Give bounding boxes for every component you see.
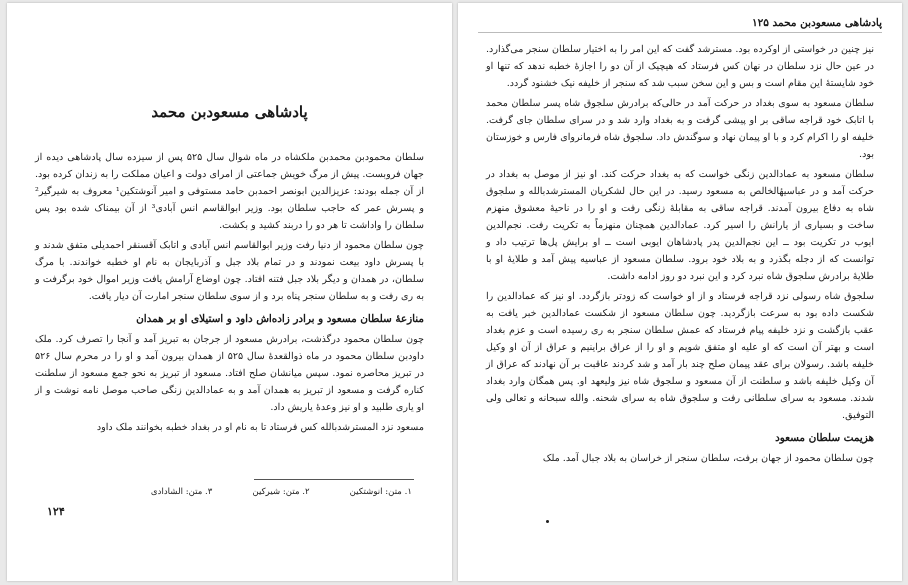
right-page — [458, 3, 902, 581]
page-mark — [546, 520, 549, 523]
paragraph: سلطان محمودبن محمدبن ملکشاه در ماه شوال سال ۵۲۵ پس از سیزده سال پادشاهی دیده از جهان فروبست. پیش از مرگ خویش جماعتی از امرای دولت و اعیان مملکت را به زندان کرده بود. از آن جمله بودند: عزیزالدین ابونصر احمدبن حامد مستوفی و امیر آنوشتکین¹ معروف به شیرگیر² و پسرش عمر که حاجب سلطان بود. وزیر ابوالقاسم انس آبادی³ از آن بیمناک شده بود پس سلطان را واداشت تا هر دو را دربند کشید و بکشت. — [35, 152, 425, 231]
paragraph: چون سلطان محمود از دنیا رفت وزیر ابوالقاسم انس آبادی و اتابک آقسنقر احمدیلی متفق شدند و با پسرش داود بیعت نمودند و در تمام بلاد جبل و آذربایجان به نام او خطبه خواندند. با مرگ سلطان، در همدان و دیگر بلاد جبل فتنه افتاد. چون اوضاع آرامش یافت وزیر اموال خود برگرفت و به ری رفت و به سلطان سنجر پناه برد و از سوی سلطان سنجر امارت آن دیار یافت. — [35, 240, 424, 302]
paragraph: سلطان مسعود به عمادالدین زنگی خواست که به بغداد حرکت کند. او نیز از موصل به بغداد در حرکت آمد و در عباسیهٔالخالص به مسعود رسید. در این حال لشکریان المسترشدبالله و سلجوق شاه به دفاع بیرون آمدند. قراجه ساقی به مقابلهٔ زنگی رفت و او را در ناحیهٔ معشوق منهزم ساخت و بسیاری از یارانش را اسیر کرد. عمادالدین همچنان منهزماً به تکریت رفت. نجم‌الدین ایوب در تکریت بود ــ این نجم‌الدین پدر پادشاهان ایوبی است ــ او برایش پل‌ها ترتیب داد و توانست که از دجله بگذرد و به بلاد خود برود. سلطان مسعود از عباسیه پیش آمد و طلایهٔ او با طلایهٔ برادرش سلجوق شاه نبرد کرد و این نبرد دو روز ادامه داشت. — [486, 169, 874, 282]
section-heading: هزیمت سلطان مسعود — [775, 432, 874, 444]
footnote-divider — [254, 479, 414, 480]
paragraph: مسعود نزد المسترشدبالله کس فرستاد تا به نام او در بغداد خطبه بخوانند ملک داود — [96, 422, 424, 433]
footnote: ۲. متن: شیرکین — [252, 487, 310, 497]
page-number: ۱۲۴ — [47, 505, 65, 518]
footnote: ۱. متن: انوشتکین — [349, 487, 412, 497]
paragraph: نیز چنین در خواستی از اوکرده بود. مسترشد گفت که این امر را به اختیار سلطان سنجر می‌گذارد. در عین حال نزد سلطان در نهان کس فرستاد که هیچیک از آن دو را اجازهٔ خطبه ندهد که تنها او خود شایستهٔ این مقام است و بس و این سخن سبب شد که سنجر از خلیفه نیک خشنود گردد. — [486, 44, 874, 89]
paragraph: چون سلطان محمود از جهان برفت، سلطان سنجر از خراسان به بلاد جبال آمد. ملک — [542, 453, 874, 464]
running-head — [478, 17, 882, 33]
section-heading: منازعهٔ سلطان مسعود و برادر زاده‌اش داود و استیلای او بر همدان — [136, 313, 424, 325]
left-page — [7, 3, 452, 581]
paragraph: سلجوق شاه رسولی نزد قراجه فرستاد و از او خواست که زودتر بازگردد. او نیز که عمادالدین را شکست داده بود به سرعت بازگردید. چون سلطان مسعود از شکست عمادالدین خبر یافت به عقب بازگشت و نزد خلیفه پیام فرستاد که عمش سلطان سنجر به ری رسیده است و عزم بغداد است و بهتر آن است که او علیه او متفق شویم و او را از عراق براینیم و عراق از آن او وکیل خلیفه باشد. رسولان برای عقد پیمان صلح چند بار آمد و شد کردند عاقبت بر آن نهادند که عراق از آن وکیل خلیفه باشد و سلطنت از آن مسعود و سلجوق شاه نیز ولیعهد او. پس همگان وارد بغداد شدند. مسعود به سرای سلطانی رفت و سلجوق شاه به سرای شحنه. والله سبحانه و تعالی ولی التوفیق. — [486, 291, 874, 421]
paragraph: سلطان مسعود به سوی بغداد در حرکت آمد در حالی‌که برادرش سلجوق شاه پسر سلطان محمد با اتابک خود قراجه ساقی بر او پیشی گرفت و به بغداد وارد شد و در سرای سلطان جای گرفت. خلیفه او را اکرام کرد و با او پیمان نهاد و سوگندش داد. سلجوق شاه فرمانروای فارس و خوزستان بود. — [486, 98, 874, 160]
left-body-text — [35, 149, 424, 439]
right-body-text — [486, 41, 874, 470]
chapter-title: پادشاهی مسعودبن محمد — [151, 103, 308, 121]
running-head-title: پادشاهی مسعودبن محمد — [772, 17, 882, 29]
footnote: ۳. متن: الشادادی — [150, 487, 213, 497]
page-number: ۱۲۵ — [751, 17, 769, 29]
footnotes — [57, 487, 412, 497]
paragraph: چون سلطان محمود درگذشت، برادرش مسعود از جرجان به تبریز آمد و آنجا را تصرف کرد. ملک داودبن سلطان محمود در ماه ذوالقعدهٔ سال ۵۲۵ از همدان بیرون آمد و او را در محرم سال ۵۲۶ در تبریز محاصره نمود. سپس میانشان صلح افتاد. مسعود از تبریز به نحو جمع مسعود از سلطنت کناره گرفت و مسعود از تبریز به همدان آمد و به عمادالدین زنگی صاحب موصل نامه نوشت و از او یاری طلبید و او نیز وعدهٔ یاریش داد. — [35, 334, 424, 413]
